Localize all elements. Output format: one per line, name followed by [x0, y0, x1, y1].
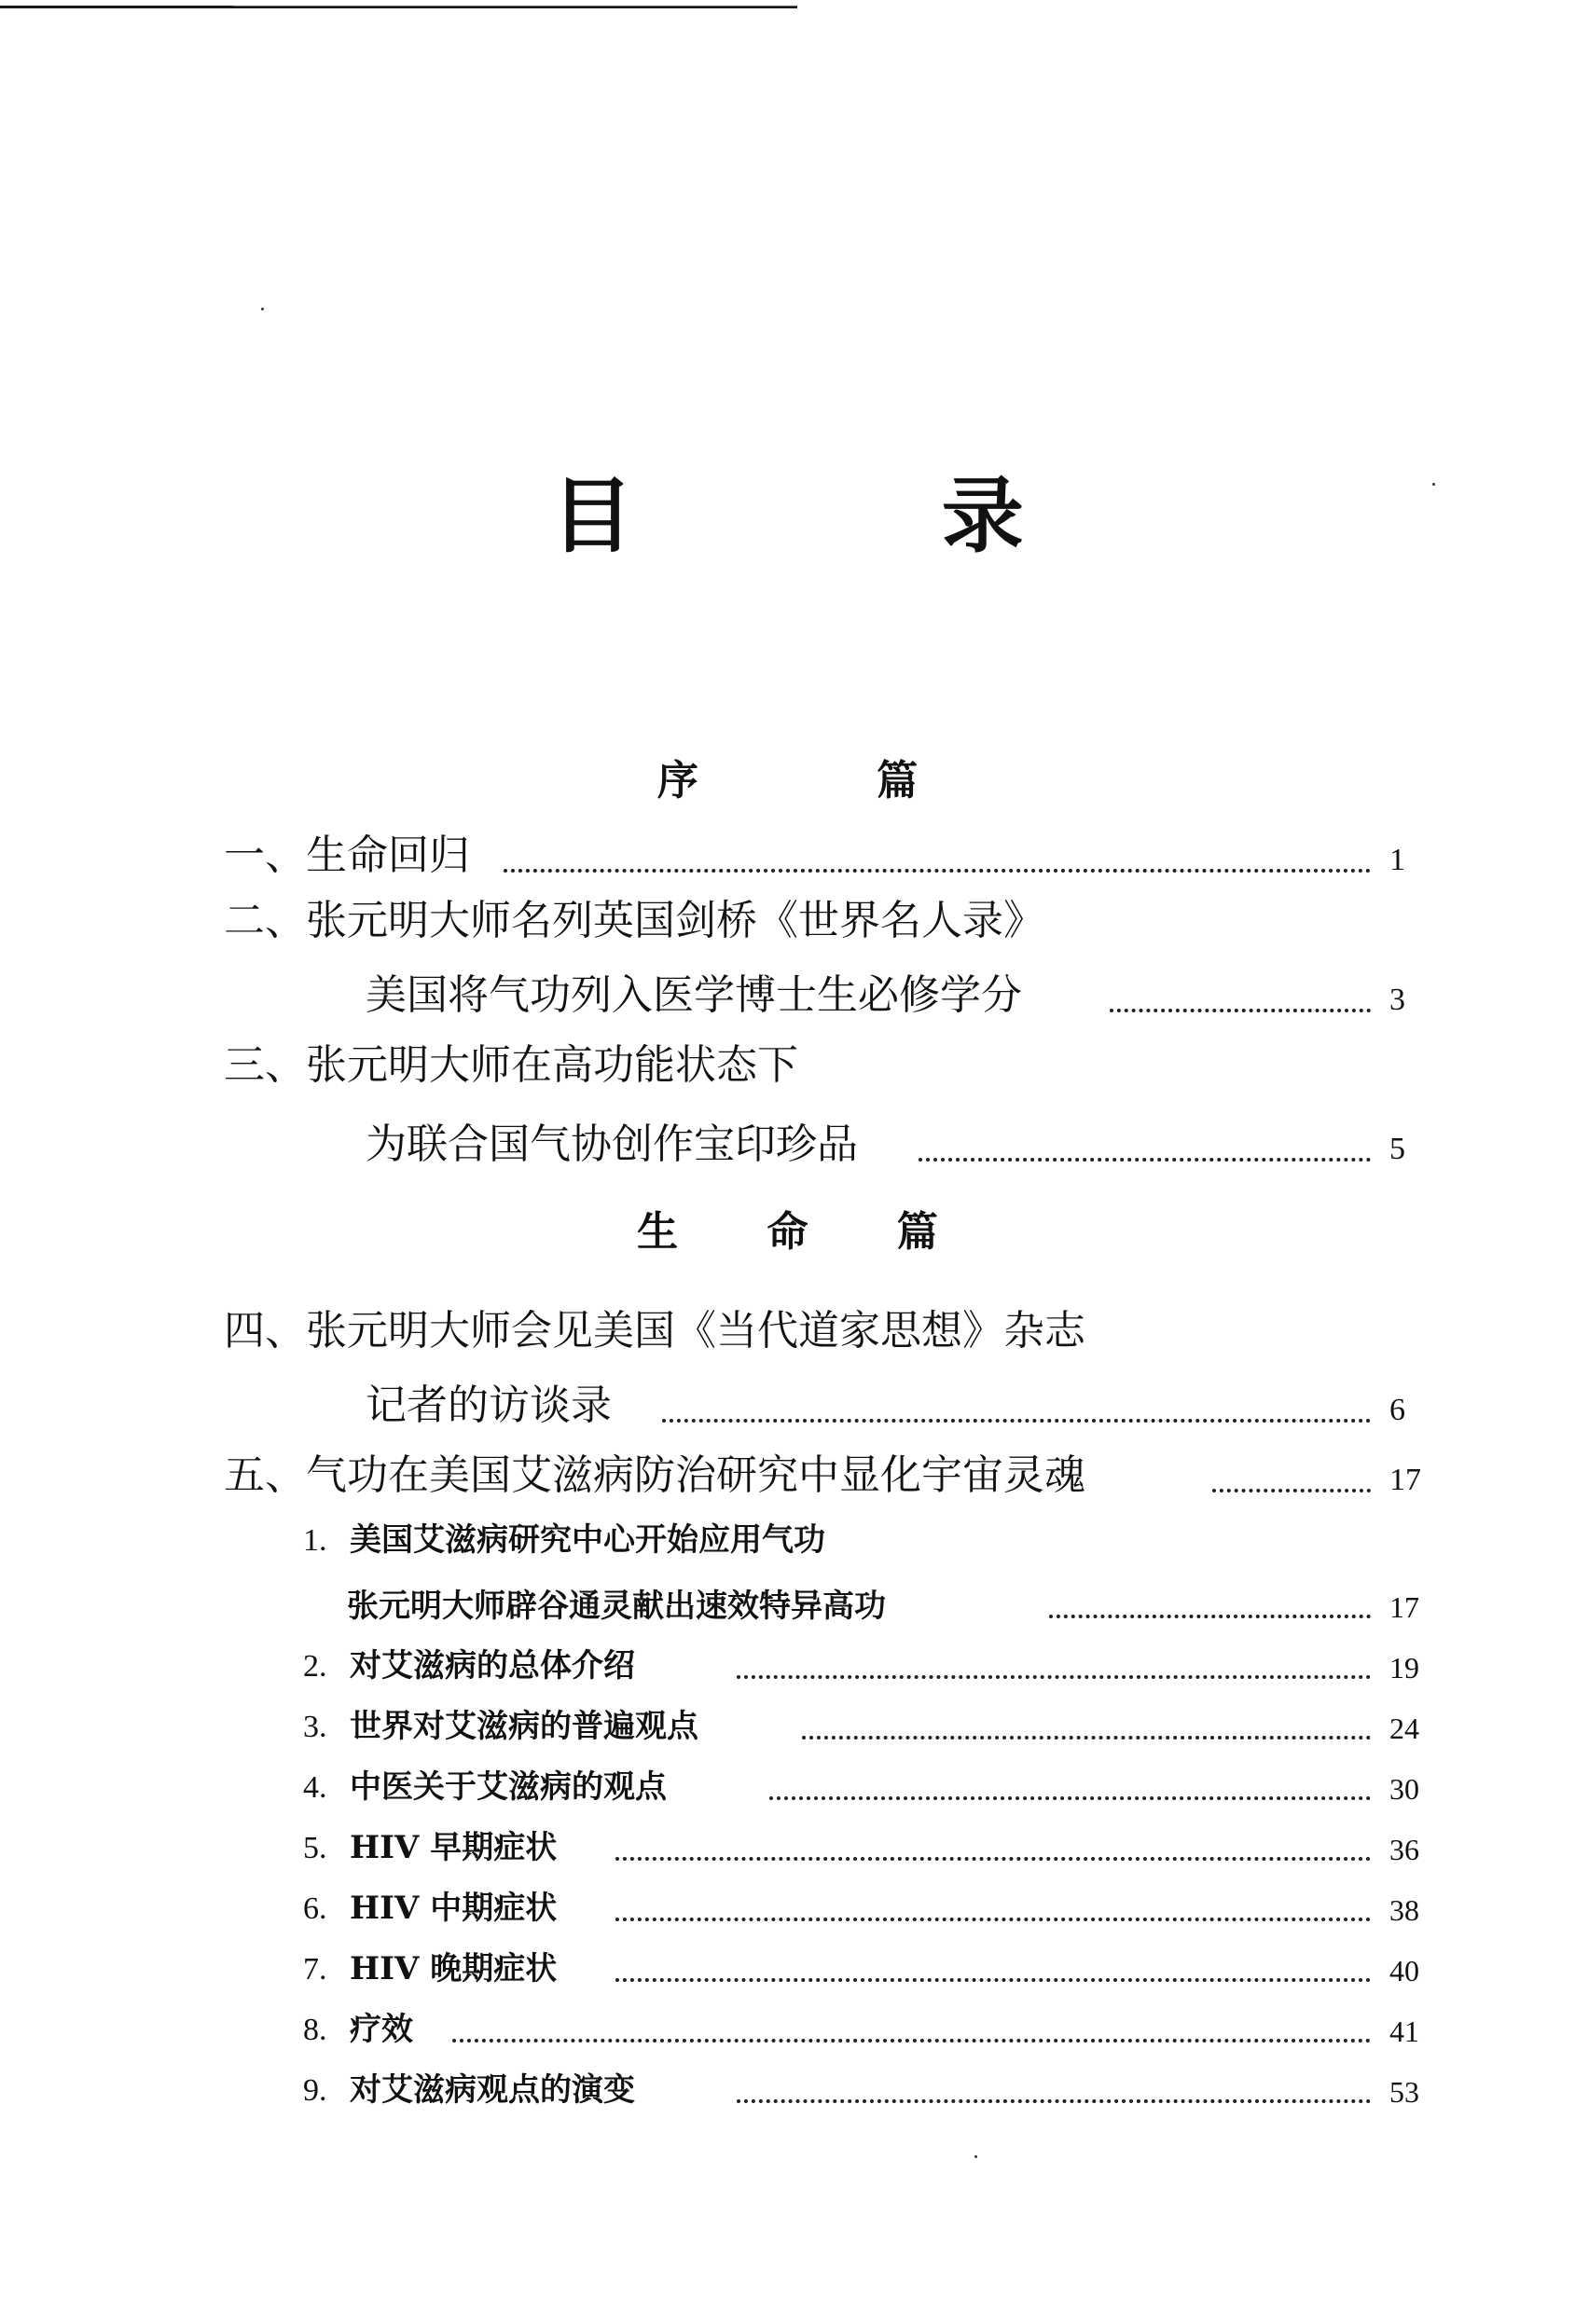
toc-subentry[interactable]	[0, 1878, 1575, 1934]
dot-leader	[662, 1419, 1371, 1423]
dot-leader	[919, 1158, 1371, 1162]
toc-subentry-title: 中医关于艾滋病的观点	[350, 1768, 667, 1806]
toc-subentry[interactable]	[0, 1818, 1575, 1874]
toc-page-number: 6	[1389, 1393, 1405, 1427]
toc-page-number: 30	[1389, 1772, 1419, 1806]
dot-leader	[452, 2039, 1371, 2042]
section-heading-life: 生 命 篇	[637, 1208, 975, 1256]
toc-subentry-number: 5.	[303, 1831, 327, 1865]
toc-page-number: 3	[1389, 983, 1405, 1017]
toc-subentry-title: 美国艾滋病研究中心开始应用气功	[350, 1521, 825, 1559]
toc-subentry-title: 疗效	[350, 2011, 413, 2048]
toc-subentry-number: 2.	[303, 1649, 327, 1684]
toc-page-number: 38	[1389, 1893, 1419, 1927]
toc-entry-title: 一、生命回归	[224, 835, 477, 876]
toc-subentry-title: HIV 中期症状	[350, 1890, 558, 1927]
toc-entry-title: 为联合国气协创作宝印珍品	[366, 1124, 865, 1165]
toc-subentry-number: 1.	[303, 1523, 327, 1558]
toc-page-number: 24	[1389, 1712, 1419, 1745]
toc-subentry-title: HIV 早期症状	[350, 1829, 558, 1866]
toc-entry[interactable]	[0, 830, 1575, 886]
dot-leader	[769, 1796, 1371, 1800]
toc-subentry-title: 张元明大师辟谷通灵献出速效特异高功	[347, 1590, 893, 1622]
toc-entry[interactable]	[0, 1039, 1575, 1095]
toc-subentry-title: 对艾滋病观点的演变	[350, 2071, 635, 2109]
toc-page-number: 17	[1389, 1590, 1419, 1624]
toc-subentry[interactable]	[0, 1636, 1575, 1692]
toc-subentry-title: HIV 晚期症状	[350, 1950, 558, 1987]
toc-entry[interactable]	[0, 895, 1575, 951]
scan-speck	[974, 2155, 977, 2158]
toc-entry-title: 美国将气功列入医学博士生必修学分	[366, 975, 1029, 1016]
dot-leader	[1049, 1615, 1371, 1618]
dot-leader	[802, 1736, 1371, 1740]
toc-subentry[interactable]	[0, 2060, 1575, 2116]
toc-page-number: 19	[1389, 1651, 1419, 1685]
toc-entry-title: 二、张元明大师名列英国剑桥《世界名人录》	[224, 901, 1052, 942]
toc-entry-title: 四、张元明大师会见美国《当代道家思想》杂志	[224, 1311, 1093, 1352]
toc-page-number: 36	[1389, 1833, 1419, 1866]
toc-page-number: 17	[1389, 1463, 1421, 1497]
toc-subentry-number: 6.	[303, 1891, 327, 1926]
dot-leader	[737, 2099, 1371, 2103]
toc-entry-continuation[interactable]	[0, 969, 1575, 1025]
dot-leader	[1110, 1009, 1371, 1012]
toc-subentry-number: 4.	[303, 1770, 327, 1805]
toc-subentry[interactable]	[0, 1510, 1575, 1566]
toc-entry[interactable]	[0, 1305, 1575, 1361]
dot-leader	[737, 1675, 1371, 1679]
toc-page-number: 53	[1389, 2075, 1419, 2109]
toc-entry-title: 记者的访谈录	[366, 1385, 619, 1426]
toc-entry-title: 三、张元明大师在高功能状态下	[224, 1045, 806, 1086]
toc-subentry-number: 7.	[303, 1952, 327, 1987]
toc-page-number: 41	[1389, 2015, 1419, 2048]
toc-subentry-number: 3.	[303, 1710, 327, 1744]
toc-subentry[interactable]	[0, 1939, 1575, 1995]
toc-page-number: 40	[1389, 1954, 1419, 1987]
scan-speck	[261, 308, 264, 310]
toc-subentry-continuation[interactable]	[0, 1575, 1575, 1631]
dot-leader	[615, 1918, 1371, 1921]
page-title: 目 录	[551, 468, 1164, 564]
toc-subentry[interactable]	[0, 2000, 1575, 2056]
toc-entry[interactable]	[0, 1450, 1575, 1506]
toc-subentry[interactable]	[0, 1697, 1575, 1753]
toc-subentry-number: 8.	[303, 2013, 327, 2047]
toc-subentry-number: 9.	[303, 2073, 327, 2108]
toc-entry-title: 五、气功在美国艾滋病防治研究中显化宇宙灵魂	[224, 1455, 1093, 1496]
toc-subentry-title: 对艾滋病的总体介绍	[350, 1647, 635, 1685]
toc-subentry-title: 世界对艾滋病的普遍观点	[350, 1708, 698, 1745]
toc-subentry[interactable]	[0, 1757, 1575, 1813]
toc-page-number: 5	[1389, 1132, 1405, 1166]
section-heading-preface: 序 篇	[656, 757, 1001, 804]
toc-entry-continuation[interactable]	[0, 1119, 1575, 1175]
dot-leader	[1212, 1489, 1371, 1492]
toc-entry-continuation[interactable]	[0, 1380, 1575, 1436]
dot-leader	[615, 1978, 1371, 1982]
top-rule	[0, 6, 797, 8]
toc-page-number: 1	[1389, 843, 1405, 877]
dot-leader	[504, 869, 1371, 873]
dot-leader	[615, 1857, 1371, 1861]
